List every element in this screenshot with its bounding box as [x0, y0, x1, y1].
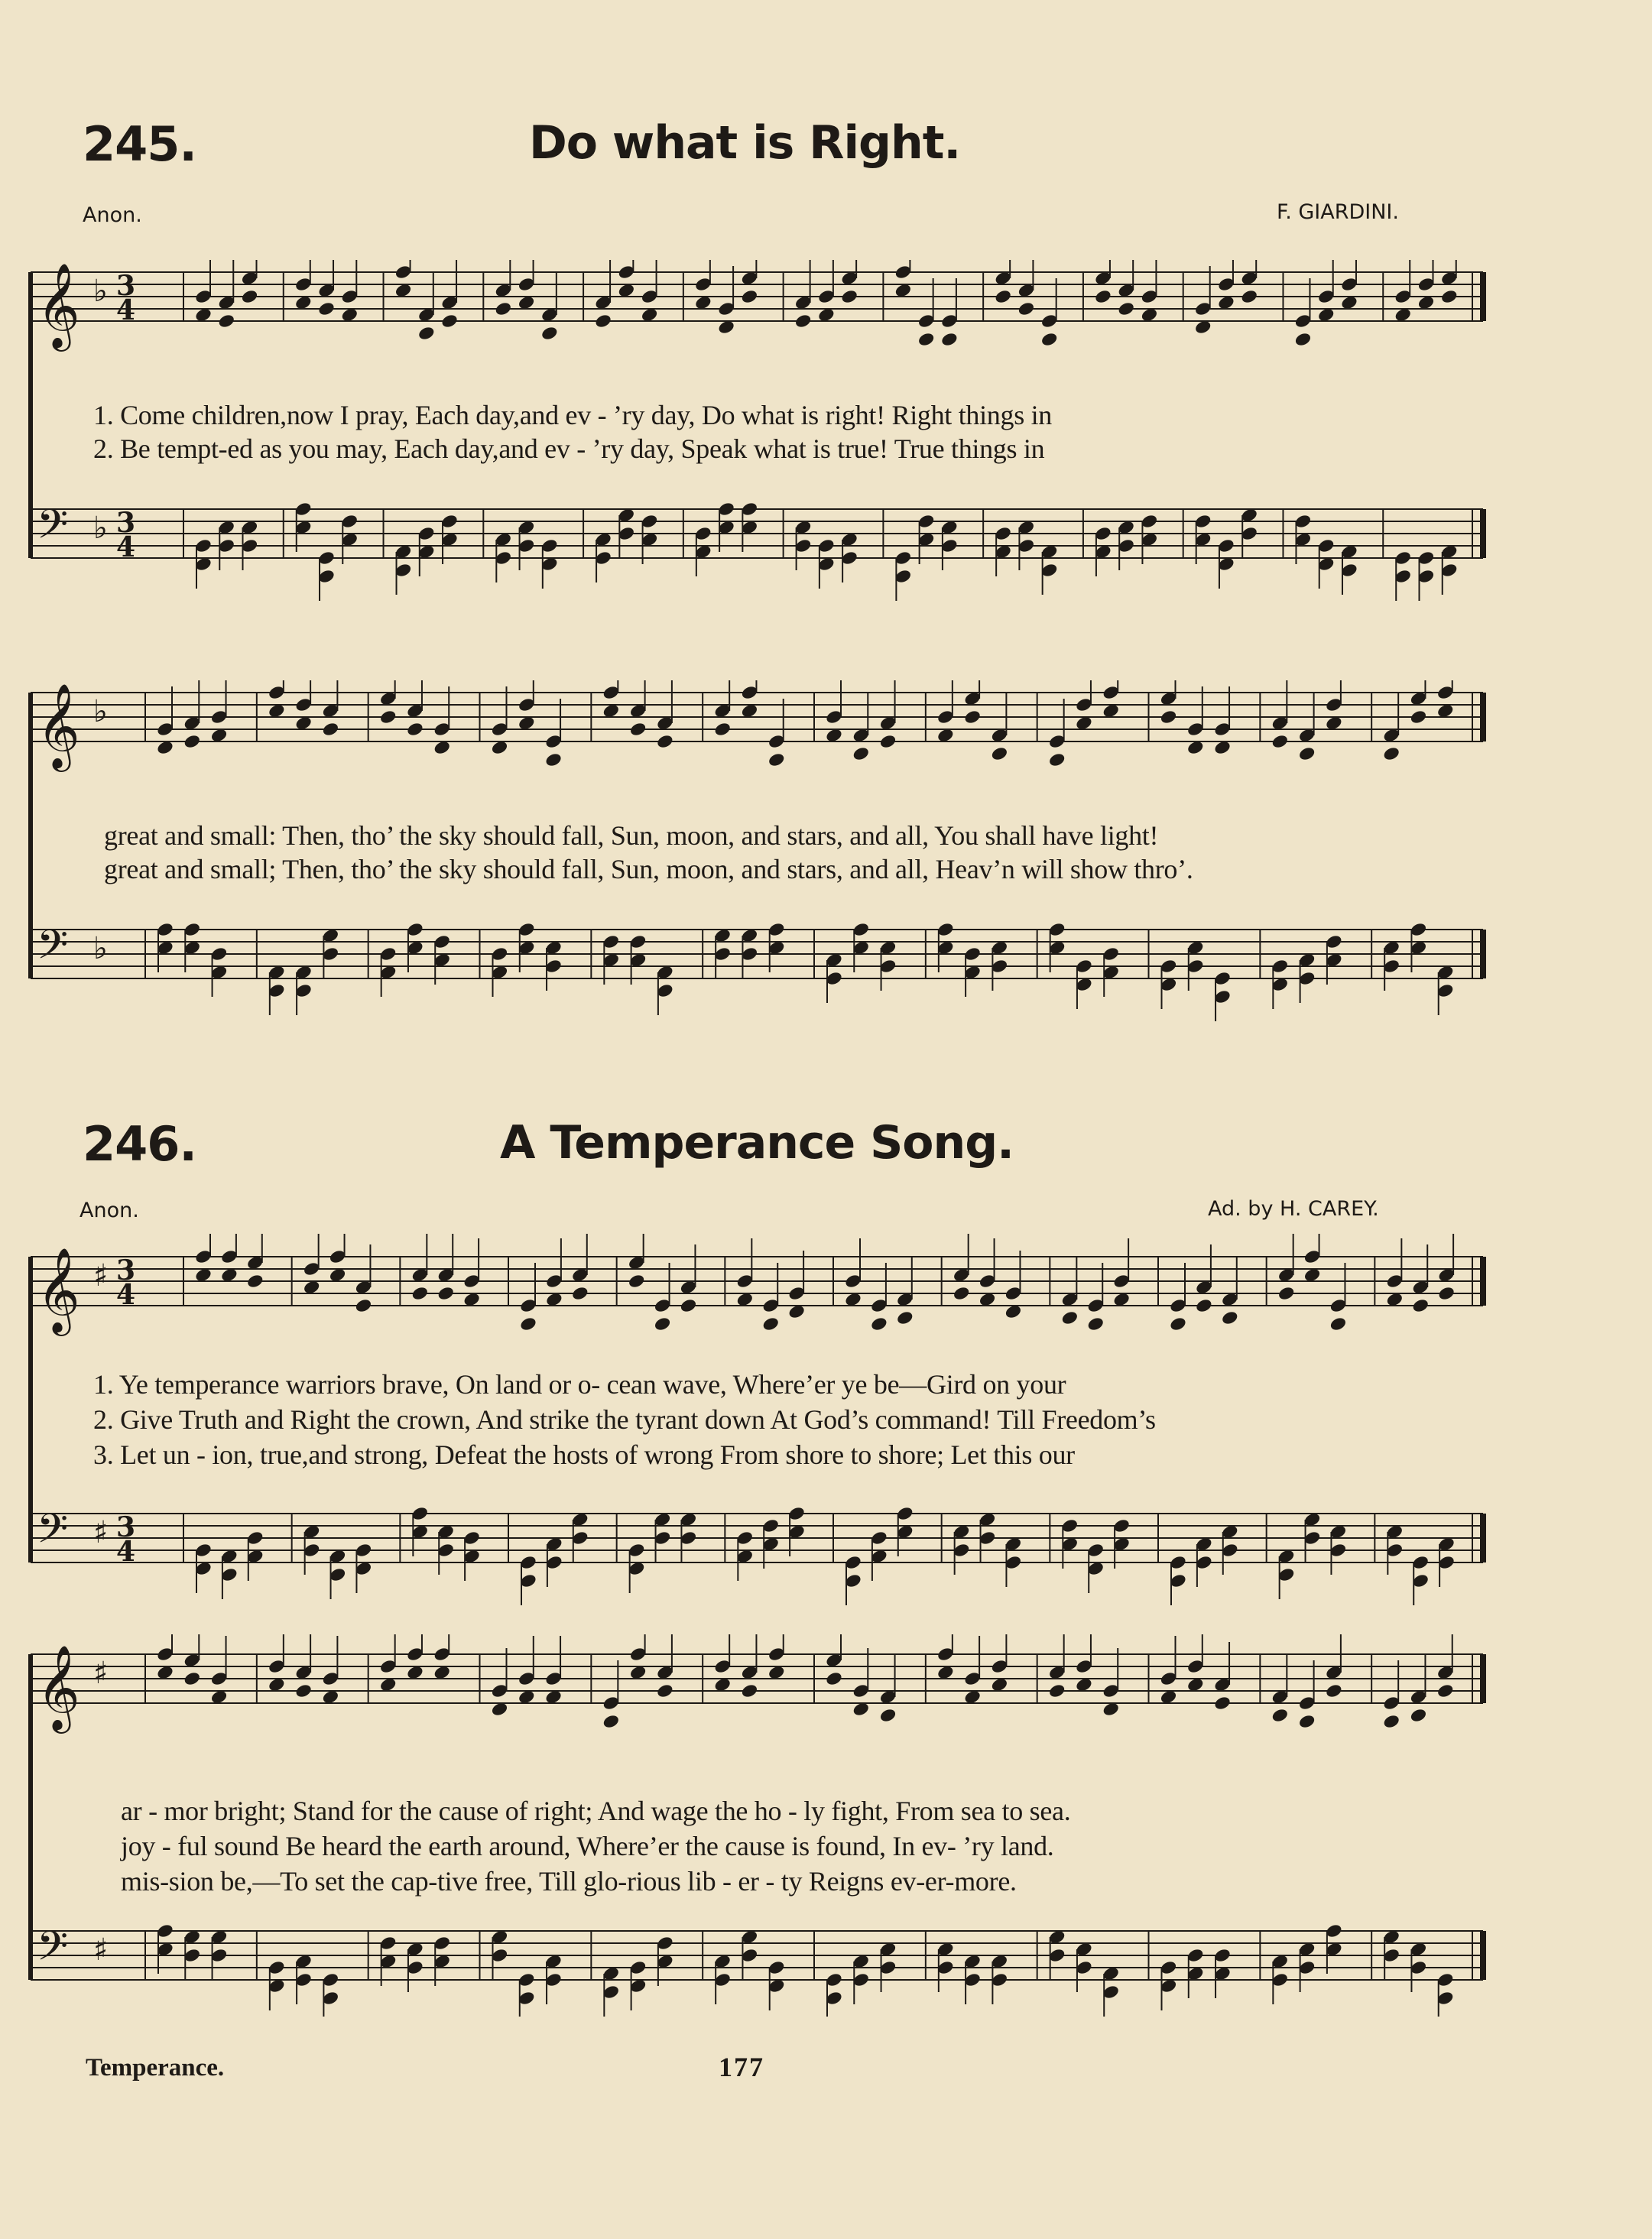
time-signature-top: 3	[116, 507, 136, 539]
note-head	[794, 313, 813, 329]
note-head	[990, 745, 1008, 761]
bass-clef-icon: 𝄢	[37, 922, 69, 978]
treble-clef-icon: 𝄞	[37, 683, 80, 768]
note-head	[440, 313, 459, 329]
bass-clef-icon: 𝄢	[37, 1506, 69, 1562]
note-head	[544, 751, 563, 767]
treble-clef-icon: 𝄞	[37, 262, 80, 348]
note-head	[594, 313, 612, 329]
treble-clef-icon: 𝄞	[37, 1644, 80, 1730]
note-head	[656, 733, 674, 749]
note-head	[1017, 300, 1035, 316]
time-signature-top: 3	[116, 270, 136, 302]
note-head	[740, 288, 758, 304]
footer-category: Temperance.	[86, 2054, 225, 2082]
time-signature-bottom: 4	[116, 1279, 136, 1311]
note-head	[406, 721, 424, 737]
note-head	[1440, 288, 1459, 304]
lyric-line-verse-3: mis-sion be,—To set the cap-tive free, Till glo-rious lib - er - ty Reigns ev-er-more.	[121, 1866, 1017, 1897]
note-head	[1271, 733, 1289, 749]
composer-credit: Ad. by H. CAREY.	[1208, 1197, 1379, 1221]
lyric-line-verse-1: 1. Come children,now I pray, Each day,and ev - ’ry day, Do what is right! Right things in	[93, 400, 1053, 430]
note-head	[852, 745, 870, 761]
key-signature-icon: ♭	[93, 931, 108, 966]
note-head	[963, 709, 982, 725]
note-head	[1195, 1297, 1213, 1313]
note-head	[879, 1707, 897, 1723]
note-head	[628, 1273, 646, 1289]
note-head	[437, 1285, 455, 1301]
key-signature-icon: ♯	[93, 1258, 109, 1293]
note-head	[1048, 751, 1066, 767]
note-head	[1213, 1695, 1232, 1711]
note-head	[1436, 1682, 1455, 1699]
note-head	[519, 1316, 537, 1332]
note-head	[768, 751, 786, 767]
time-signature-top: 3	[116, 1254, 136, 1287]
note-head	[1409, 1707, 1427, 1723]
note-head	[1240, 288, 1258, 304]
note-head	[602, 1713, 620, 1729]
note-head	[1298, 1713, 1316, 1729]
note-head	[1298, 745, 1316, 761]
lyric-line-verse-2: joy - ful sound Be heard the earth around, Where’er the cause is found, In ev- ’ry land.	[121, 1831, 1054, 1861]
note-head	[411, 1285, 429, 1301]
lyric-line-verse-1: ar - mor bright; Stand for the cause of right; And wage the ho - ly fight, From sea to sea.	[121, 1796, 1071, 1826]
time-signature-top: 3	[116, 1511, 136, 1543]
treble-clef-icon: 𝄞	[37, 1247, 80, 1332]
note-head	[1329, 1316, 1347, 1332]
key-signature-icon: ♯	[93, 1932, 109, 1968]
bass-clef-icon: 𝄢	[37, 1923, 69, 1980]
note-head	[183, 733, 201, 749]
note-head	[1411, 1297, 1430, 1313]
lyric-line-verse-3: 3. Let un - ion, true,and strong, Defeat the hosts of wrong From shore to shore; Let this our	[93, 1439, 1075, 1470]
lyric-line-verse-2: great and small; Then, tho’ the sky should fall, Sun, moon, and stars, and all, Heav’n will show thro’.	[104, 854, 1193, 884]
note-head	[571, 1285, 589, 1301]
note-head	[1086, 1316, 1105, 1332]
note-head	[940, 331, 959, 347]
time-signature-bottom: 4	[116, 294, 136, 326]
note-head	[1382, 1713, 1400, 1729]
author-credit: Anon.	[80, 1199, 139, 1222]
note-head	[540, 325, 559, 341]
time-signature-bottom: 4	[116, 1536, 136, 1568]
lyric-line-verse-1: 1. Ye temperance warriors brave, On land or o- cean wave, Where’er ye be—Gird on your	[93, 1369, 1066, 1400]
note-head	[1293, 331, 1312, 347]
note-head	[1221, 1309, 1239, 1326]
note-head	[1409, 709, 1427, 725]
note-head	[953, 1285, 971, 1301]
note-head	[761, 1316, 780, 1332]
note-head	[1159, 709, 1177, 725]
note-head	[1117, 300, 1135, 316]
note-head	[1169, 1316, 1187, 1332]
note-head	[679, 1297, 697, 1313]
note-head	[656, 1682, 674, 1699]
note-head	[1094, 288, 1112, 304]
key-signature-icon: ♯	[93, 1656, 109, 1691]
note-head	[240, 288, 258, 304]
note-head	[417, 325, 436, 341]
lyric-line-verse-1: great and small: Then, tho’ the sky should fall, Sun, moon, and stars, and all, You shall have light!	[104, 820, 1159, 851]
note-head	[629, 721, 647, 737]
note-head	[896, 1309, 914, 1326]
bass-clef-icon: 𝄢	[37, 501, 69, 558]
key-signature-icon: ♭	[93, 274, 108, 309]
note-head	[321, 721, 339, 737]
note-head	[917, 331, 936, 347]
lyric-line-verse-2: 2. Give Truth and Right the crown, And strike the tyrant down At God’s command! Till Freedom’s	[93, 1404, 1156, 1435]
note-head	[317, 300, 336, 316]
composer-credit: F. GIARDINI.	[1277, 200, 1399, 224]
hymn-title: A Temperance Song.	[500, 1116, 1014, 1170]
note-head	[1437, 1285, 1456, 1301]
note-head	[1060, 1309, 1079, 1326]
note-head	[994, 288, 1012, 304]
note-head	[1271, 1707, 1289, 1723]
note-head	[379, 709, 398, 725]
note-head	[246, 1273, 265, 1289]
note-head	[183, 1670, 201, 1686]
note-head	[713, 721, 732, 737]
hymn-number: 245.	[83, 116, 196, 172]
note-head	[217, 313, 235, 329]
hymn-title: Do what is Right.	[529, 116, 961, 170]
lyric-line-verse-2: 2. Be tempt-ed as you may, Each day,and ev - ’ry day, Speak what is true! True things in	[93, 433, 1045, 464]
note-head	[1277, 1285, 1296, 1301]
note-head	[1048, 1682, 1066, 1699]
key-signature-icon: ♭	[93, 511, 108, 546]
time-signature-bottom: 4	[116, 531, 136, 563]
key-signature-icon: ♯	[93, 1515, 109, 1550]
note-head	[840, 288, 858, 304]
note-head	[494, 300, 512, 316]
note-head	[870, 1316, 888, 1332]
page-number: 177	[719, 2052, 764, 2082]
note-head	[1325, 1682, 1343, 1699]
note-head	[294, 1682, 313, 1699]
note-head	[1382, 745, 1400, 761]
author-credit: Anon.	[83, 203, 142, 227]
note-head	[354, 1297, 372, 1313]
hymn-number: 246.	[83, 1116, 196, 1172]
note-head	[825, 1670, 843, 1686]
note-head	[654, 1316, 672, 1332]
note-head	[879, 733, 897, 749]
note-head	[1040, 331, 1059, 347]
key-signature-icon: ♭	[93, 694, 108, 729]
note-head	[740, 1682, 758, 1699]
